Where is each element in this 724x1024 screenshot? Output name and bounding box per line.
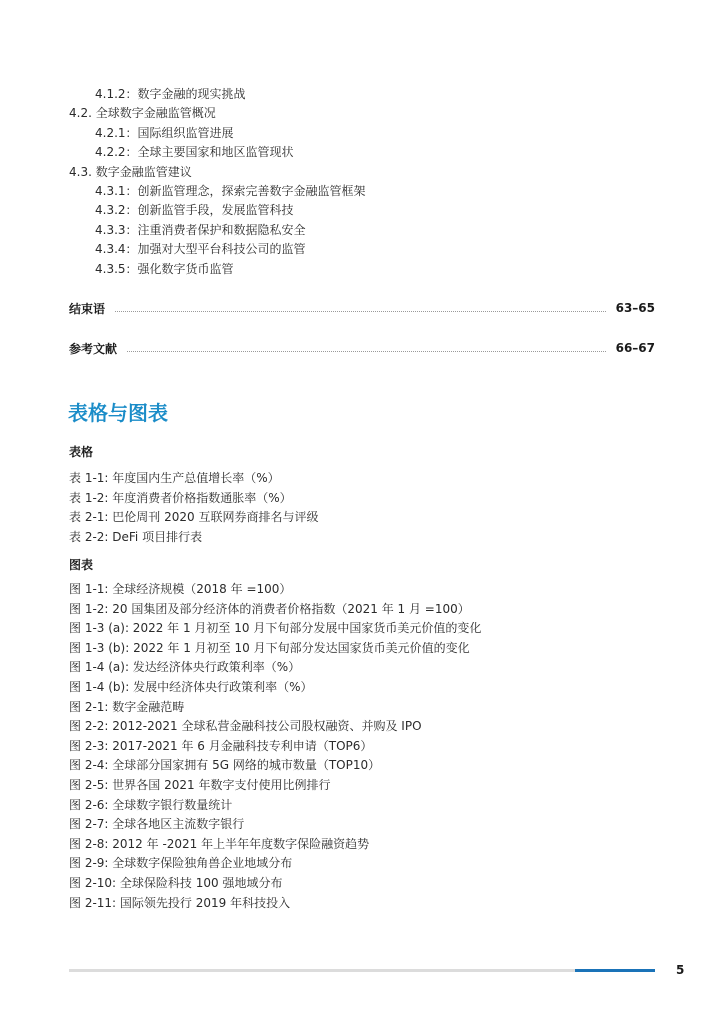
toc-item[interactable]: 4.2.1：国际组织监管进展 (95, 125, 234, 140)
table-list-item[interactable]: 表 2-1: 巴伦周刊 2020 互联网券商排名与评级 (69, 510, 319, 525)
toc-item[interactable]: 4.3.4：加强对大型平台科技公司的监管 (95, 242, 306, 257)
chart-list-item[interactable]: 图 1-3 (a): 2022 年 1 月初至 10 月下旬部分发展中国家货币美元价值的变化 (69, 621, 482, 636)
table-list-item[interactable]: 表 2-2: DeFi 项目排行表 (69, 530, 203, 545)
chart-list-item[interactable]: 图 2-6: 全球数字银行数量统计 (69, 797, 233, 812)
chart-list-item[interactable]: 图 2-8: 2012 年 -2021 年上半年年度数字保险融资趋势 (69, 836, 370, 851)
toc-entry-pages: 66–67 (615, 341, 655, 355)
chart-list-item[interactable]: 图 2-1: 数字金融范畴 (69, 699, 185, 714)
chart-list-item[interactable]: 图 2-10: 全球保险科技 100 强地域分布 (69, 876, 283, 890)
chart-list-item[interactable]: 图 2-2: 2012-2021 全球私营金融科技公司股权融资、并购及 IPO (69, 719, 422, 734)
chart-list-item[interactable]: 图 1-4 (a): 发达经济体央行政策利率（%） (69, 660, 301, 675)
table-list-item[interactable]: 表 1-2: 年度消费者价格指数通胀率（%） (69, 490, 292, 505)
toc-entry-label: 参考文献 (69, 341, 118, 356)
toc-item[interactable]: 4.3.3：注重消费者保护和数据隐私安全 (95, 222, 306, 237)
toc-item[interactable]: 4.2.2：全球主要国家和地区监管现状 (95, 145, 294, 160)
section-heading: 表格与图表 (68, 401, 168, 425)
toc-entry-label: 结束语 (69, 301, 106, 316)
toc-item[interactable]: 4.3.2：创新监管手段，发展监管科技 (95, 203, 294, 218)
toc-item[interactable]: 4.3.5：强化数字货币监管 (95, 261, 234, 276)
toc-leader-dots (115, 311, 606, 312)
toc-leader-dots (127, 351, 606, 352)
footer-rule (69, 969, 655, 972)
chart-list-item[interactable]: 图 1-3 (b): 2022 年 1 月初至 10 月下旬部分发达国家货币美元价值的变化 (69, 640, 470, 655)
chart-list-item[interactable]: 图 2-7: 全球各地区主流数字银行 (69, 817, 245, 832)
table-list-item[interactable]: 表 1-1: 年度国内生产总值增长率（%） (69, 471, 280, 485)
chart-list-item[interactable]: 图 1-2: 20 国集团及部分经济体的消费者价格指数（2021 年 1 月 =100） (69, 601, 470, 616)
toc-entry-pages: 63–65 (615, 301, 655, 315)
toc-item[interactable]: 4.1.2：数字金融的现实挑战 (95, 87, 246, 101)
toc-item[interactable]: 4.3.1：创新监管理念，探索完善数字金融监管框架 (95, 184, 366, 198)
chart-list-item[interactable]: 图 2-5: 世界各国 2021 年数字支付使用比例排行 (69, 778, 331, 792)
chart-list-item[interactable]: 图 2-3: 2017-2021 年 6 月金融科技专利申请（TOP6） (69, 738, 373, 753)
tables-subheading: 表格 (69, 445, 94, 459)
chart-list-item[interactable]: 图 2-11: 国际领先投行 2019 年科技投入 (69, 895, 291, 910)
toc-entry-references[interactable] (69, 338, 655, 358)
page-number: 5 (676, 963, 685, 977)
footer-accent-bar (575, 969, 655, 972)
chart-list-item[interactable]: 图 2-4: 全球部分国家拥有 5G 网络的城市数量（TOP10） (69, 758, 381, 773)
toc-item[interactable]: 4.3. 数字金融监管建议 (69, 164, 192, 179)
toc-entry-conclusion[interactable] (69, 298, 655, 318)
chart-list-item[interactable]: 图 1-4 (b): 发展中经济体央行政策利率（%） (69, 680, 313, 694)
chart-list-item[interactable]: 图 2-9: 全球数字保险独角兽企业地域分布 (69, 856, 293, 871)
chart-list-item[interactable]: 图 1-1: 全球经济规模（2018 年 =100） (69, 582, 292, 596)
toc-item[interactable]: 4.2. 全球数字金融监管概况 (69, 106, 216, 121)
charts-subheading: 图表 (69, 558, 94, 572)
